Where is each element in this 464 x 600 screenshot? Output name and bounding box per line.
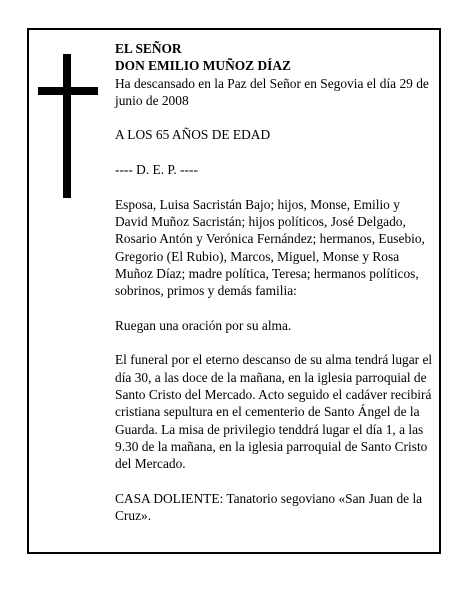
title-line-1: EL SEÑOR bbox=[115, 41, 182, 56]
age-line: A LOS 65 AÑOS DE EDAD bbox=[115, 127, 271, 143]
deceased-name: DON EMILIO MUÑOZ DÍAZ bbox=[115, 58, 291, 74]
cross-horizontal-bar bbox=[38, 87, 98, 95]
family-paragraph: Esposa, Luisa Sacristán Bajo; hijos, Monse, Emilio y David Muñoz Sacristán; hijos políticos, José Delgado, Rosario Antón y Verónica Fernández; hermanos, Eusebio, Gregorio (El Rubio), Marcos, Miguel, Monse y Rosa Muñoz Díaz; madre política, Teresa; hermanos políticos, sobrinos, primos y demás familia: bbox=[115, 196, 425, 299]
cross-vertical-bar bbox=[63, 54, 71, 198]
obituary-text bbox=[115, 40, 435, 542]
funeral-paragraph: El funeral por el eterno descanso de su alma tendrá lugar el día 30, a las doce de la mañana, en la iglesia parroquial de Santo Cristo del Mercado. Acto seguido el cadáver recibirá cristiana sepultura en el cementerio de Santo Ángel de la Guarda. La misa de privilegio tenddrá lugar el día 1, a las 9.30 de la mañana, en la iglesia parroquial de Santo Cristo del Mercado. bbox=[115, 352, 433, 472]
rip-line: ---- D. E. P. ---- bbox=[115, 162, 198, 178]
prayer-paragraph: Ruegan una oración por su alma. bbox=[115, 317, 292, 333]
mourning-house-paragraph: CASA DOLIENTE: Tanatorio segoviano «San Juan de la Cruz». bbox=[115, 490, 423, 524]
cross-icon bbox=[38, 54, 98, 198]
announcement-paragraph: Ha descansado en la Paz del Señor en Segovia el día 29 de junio de 2008 bbox=[115, 75, 429, 108]
